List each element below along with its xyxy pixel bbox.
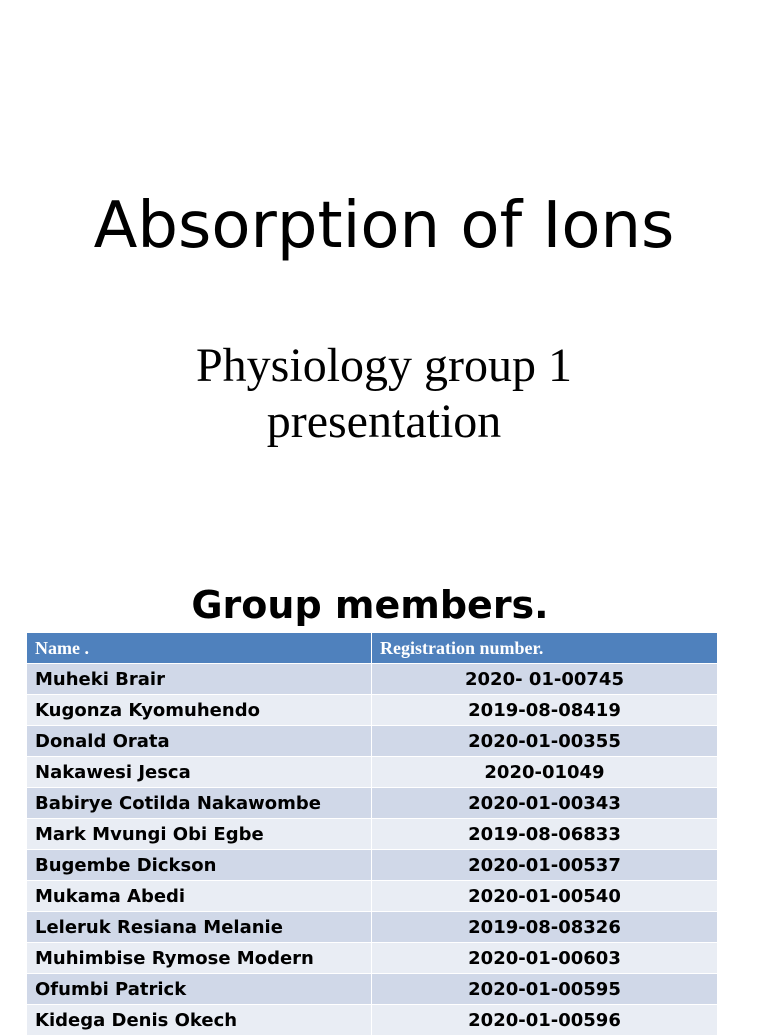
- table-row: [27, 912, 718, 943]
- member-name: Kidega Denis Okech: [27, 1005, 372, 1036]
- member-name: Bugembe Dickson: [27, 850, 372, 881]
- registration-number: 2020-01049: [372, 757, 718, 788]
- member-name: Nakawesi Jesca: [27, 757, 372, 788]
- table-row: [27, 974, 718, 1005]
- registration-number: 2020-01-00343: [372, 788, 718, 819]
- member-name: Kugonza Kyomuhendo: [27, 695, 372, 726]
- table-row: [27, 943, 718, 974]
- table-row: [27, 788, 718, 819]
- table-row: [27, 664, 718, 695]
- registration-number: 2019-08-06833: [372, 819, 718, 850]
- registration-number: 2020- 01-00745: [372, 664, 718, 695]
- table-row: [27, 850, 718, 881]
- registration-number: 2019-08-08326: [372, 912, 718, 943]
- column-header-name: Name .: [27, 633, 372, 664]
- registration-number: 2020-01-00355: [372, 726, 718, 757]
- table-row: [27, 726, 718, 757]
- table-row: [27, 819, 718, 850]
- subtitle: [0, 338, 768, 450]
- registration-number: 2020-01-00540: [372, 881, 718, 912]
- group-members-table: [26, 632, 718, 1036]
- table-row: [27, 881, 718, 912]
- member-name: Donald Orata: [27, 726, 372, 757]
- registration-number: 2020-01-00603: [372, 943, 718, 974]
- member-name: Muheki Brair: [27, 664, 372, 695]
- table-row: [27, 1005, 718, 1036]
- page-title: Absorption of Ions: [93, 189, 675, 263]
- registration-number: 2020-01-00595: [372, 974, 718, 1005]
- member-name: Mark Mvungi Obi Egbe: [27, 819, 372, 850]
- table-row: [27, 695, 718, 726]
- registration-number: 2019-08-08419: [372, 695, 718, 726]
- member-name: Muhimbise Rymose Modern: [27, 943, 372, 974]
- column-header-registration: Registration number.: [372, 633, 718, 664]
- member-name: Leleruk Resiana Melanie: [27, 912, 372, 943]
- member-name: Mukama Abedi: [27, 881, 372, 912]
- subtitle-line-1: Physiology group 1: [195, 339, 573, 392]
- registration-number: 2020-01-00537: [372, 850, 718, 881]
- table-header-row: [27, 633, 718, 664]
- member-name: Babirye Cotilda Nakawombe: [27, 788, 372, 819]
- subtitle-line-2: presentation: [266, 395, 502, 448]
- table-row: [27, 757, 718, 788]
- member-name: Ofumbi Patrick: [27, 974, 372, 1005]
- group-members-heading: Group members.: [191, 583, 549, 627]
- registration-number: 2020-01-00596: [372, 1005, 718, 1036]
